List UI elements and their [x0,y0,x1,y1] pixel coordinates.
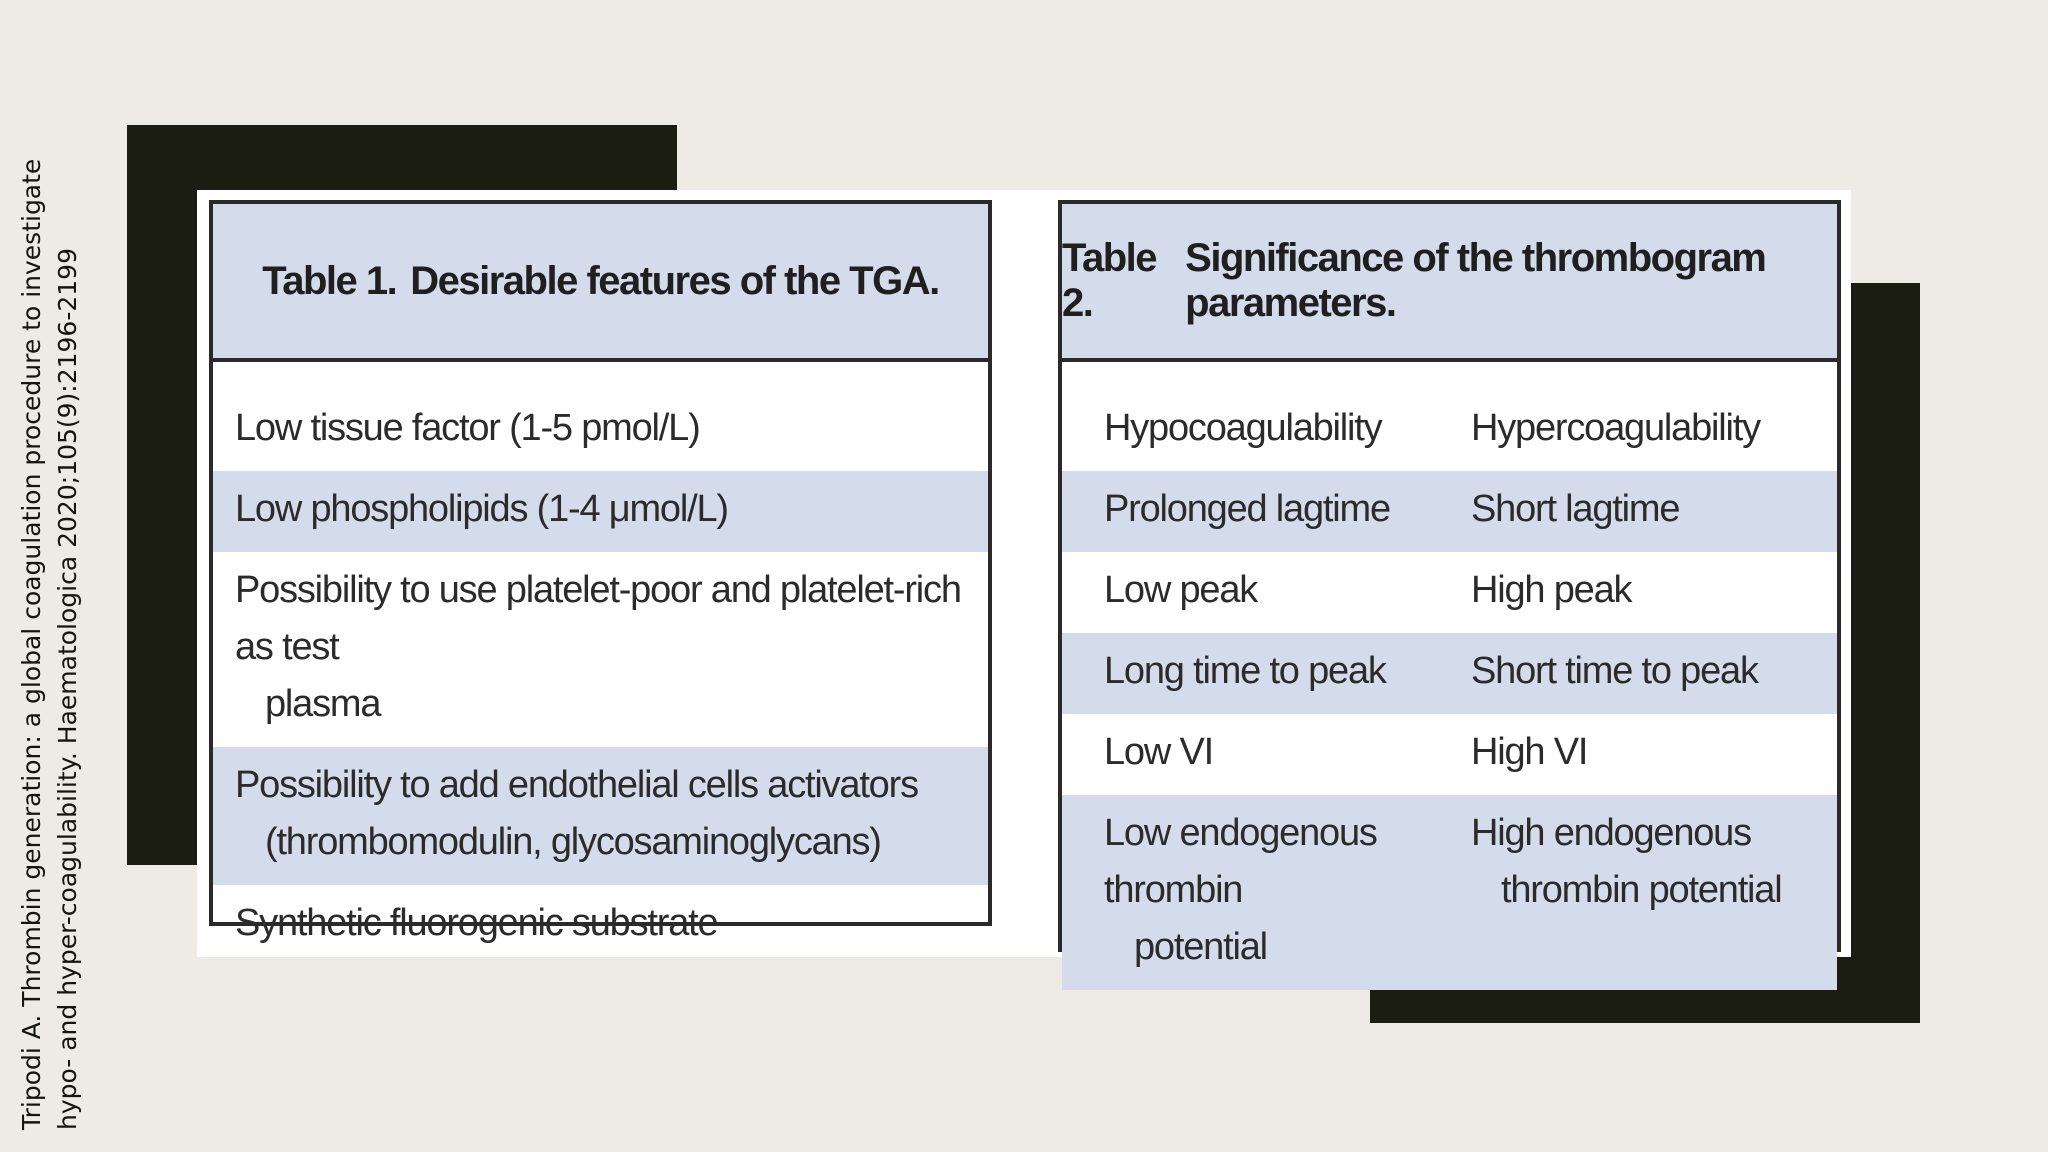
table-cell [213,747,988,885]
cell-line: Hypercoagulability [1471,407,1760,449]
cell-line-continued: (thrombomodulin, glycosaminoglycans) [265,821,881,863]
cell-line: Short lagtime [1471,488,1680,530]
table-2-title [1062,204,1837,362]
citation-text [14,70,86,1130]
table-row [1062,390,1837,471]
table-2 [1058,200,1841,968]
cell-line: Possibility to use platelet-poor and platelet-rich as test [235,569,961,668]
table-row [213,885,988,966]
table-1-body [213,362,988,966]
table-2-number: Table 2. [1062,236,1157,325]
table-cell-hyper [1471,471,1837,552]
table-1-caption: Desirable features of the TGA. [410,258,939,303]
table-cell-hypo [1062,552,1471,633]
table-row [213,747,988,885]
table-row [1062,552,1837,633]
cell-line-continued: thrombin potential [1501,869,1782,911]
cell-line: Prolonged lagtime [1104,488,1390,530]
cell-line: Low phospholipids (1-4 μmol/L) [235,488,728,530]
cell-line: Low peak [1104,569,1258,611]
table-row [213,552,988,747]
table-cell-hyper [1471,633,1837,714]
cell-line: Short time to peak [1471,650,1758,692]
table-row [1062,714,1837,795]
table-cell-hyper [1471,390,1837,471]
table-cell-hyper [1471,552,1837,633]
table-2-body [1062,362,1837,990]
cell-line: Low VI [1104,731,1213,773]
table-cell [213,552,988,747]
cell-line-continued: plasma [265,683,381,725]
table-cell-hypo [1062,390,1471,471]
cell-line-continued: potential [1134,926,1267,968]
cell-line: Low tissue factor (1-5 pmol/L) [235,407,700,449]
cell-line: Synthetic fluorogenic substrate [235,902,718,944]
table-row [1062,633,1837,714]
cell-line: Long time to peak [1104,650,1386,692]
cell-line: Possibility to add endothelial cells activators [235,764,918,806]
table-1-title [213,204,988,362]
table-cell-hypo [1062,795,1471,990]
table-row [213,471,988,552]
table-cell-hyper [1471,795,1837,990]
table-row [1062,471,1837,552]
table-row [1062,795,1837,990]
cell-line: High endogenous [1471,812,1751,854]
table-cell [213,471,988,552]
cell-line: High peak [1471,569,1632,611]
table-1 [209,200,992,944]
citation-line-2: hypo- and hyper-coagulability. Haematologica 2020;105(9):2196-2199 [53,248,82,1130]
cell-line: High VI [1471,731,1588,773]
cell-line: Low endogenous thrombin [1104,812,1377,911]
table-2-caption: Significance of the thrombogram parameters. [1185,236,1766,325]
table-cell-hypo [1062,714,1471,795]
cell-line: Hypocoagulability [1104,407,1382,449]
table-1-number: Table 1. [262,258,397,303]
table-cell-hypo [1062,633,1471,714]
citation-line-1: Tripodi A. Thrombin generation: a global coagulation procedure to investigate [17,158,46,1130]
table-cell-hypo [1062,471,1471,552]
table-cell [213,390,988,471]
table-cell-hyper [1471,714,1837,795]
tables-image [197,190,1851,968]
table-row [213,390,988,471]
table-cell [213,885,988,966]
